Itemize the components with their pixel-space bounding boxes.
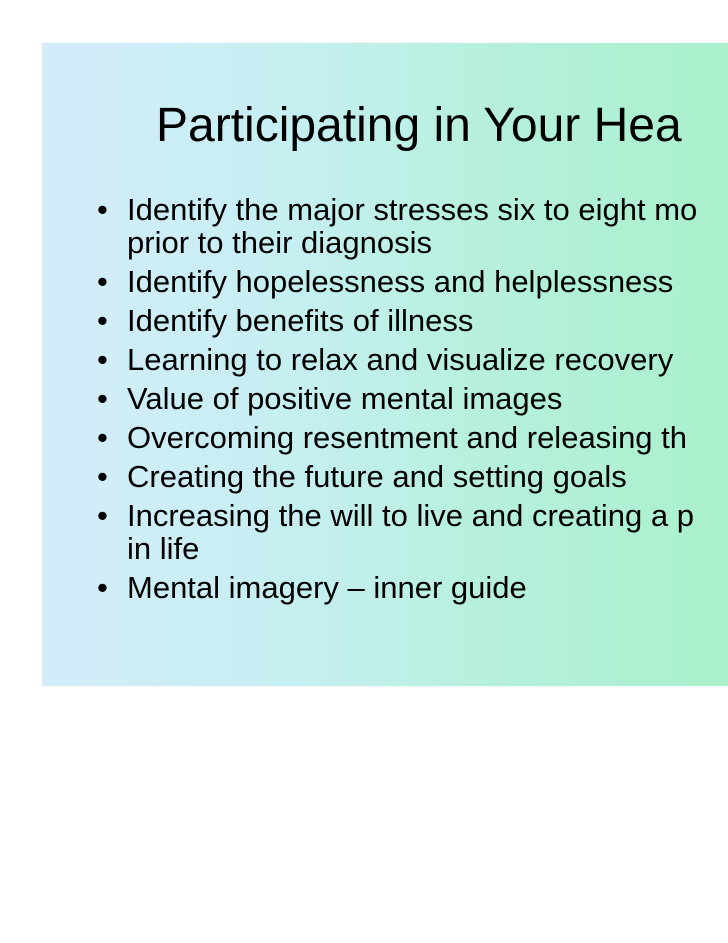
bullet-item — [42, 343, 697, 376]
bullet-text: Value of positive mental images — [127, 381, 563, 416]
bullet-text: Learning to relax and visualize recovery — [127, 342, 674, 377]
bullet-dot-icon: • — [97, 381, 108, 416]
bullet-item — [42, 265, 697, 298]
bullet-text: Identify hopelessness and helplessness — [127, 264, 674, 299]
bullet-text-continued: prior to their diagnosis — [127, 225, 432, 260]
bullet-dot-icon: • — [97, 303, 108, 338]
bullet-item — [42, 499, 697, 565]
slide-title: Participating in Your Hea — [156, 99, 682, 152]
bullet-text-continued: in life — [127, 531, 200, 566]
bullet-item — [42, 421, 697, 454]
bullet-text: Identify the major stresses six to eight mo — [127, 192, 698, 227]
bullet-dot-icon: • — [97, 459, 108, 494]
bullet-dot-icon: • — [97, 420, 108, 455]
bullet-text: Identify benefits of illness — [127, 303, 474, 338]
bullet-text: Creating the future and setting goals — [127, 459, 627, 494]
bullet-text: Mental imagery – inner guide — [127, 570, 527, 605]
bullet-item — [42, 304, 697, 337]
bullet-item — [42, 193, 697, 259]
bullet-text: Overcoming resentment and releasing th — [127, 420, 688, 455]
bullet-dot-icon: • — [97, 264, 108, 299]
bullet-item — [42, 460, 697, 493]
slide — [42, 43, 728, 686]
bullet-dot-icon: • — [97, 192, 108, 227]
bullet-text: Increasing the will to live and creating a p — [127, 498, 694, 533]
bullet-item — [42, 382, 697, 415]
bullet-dot-icon: • — [97, 342, 108, 377]
bullet-dot-icon: • — [97, 570, 108, 605]
bullet-list — [42, 193, 697, 610]
bullet-dot-icon: • — [97, 498, 108, 533]
bullet-item — [42, 571, 697, 604]
